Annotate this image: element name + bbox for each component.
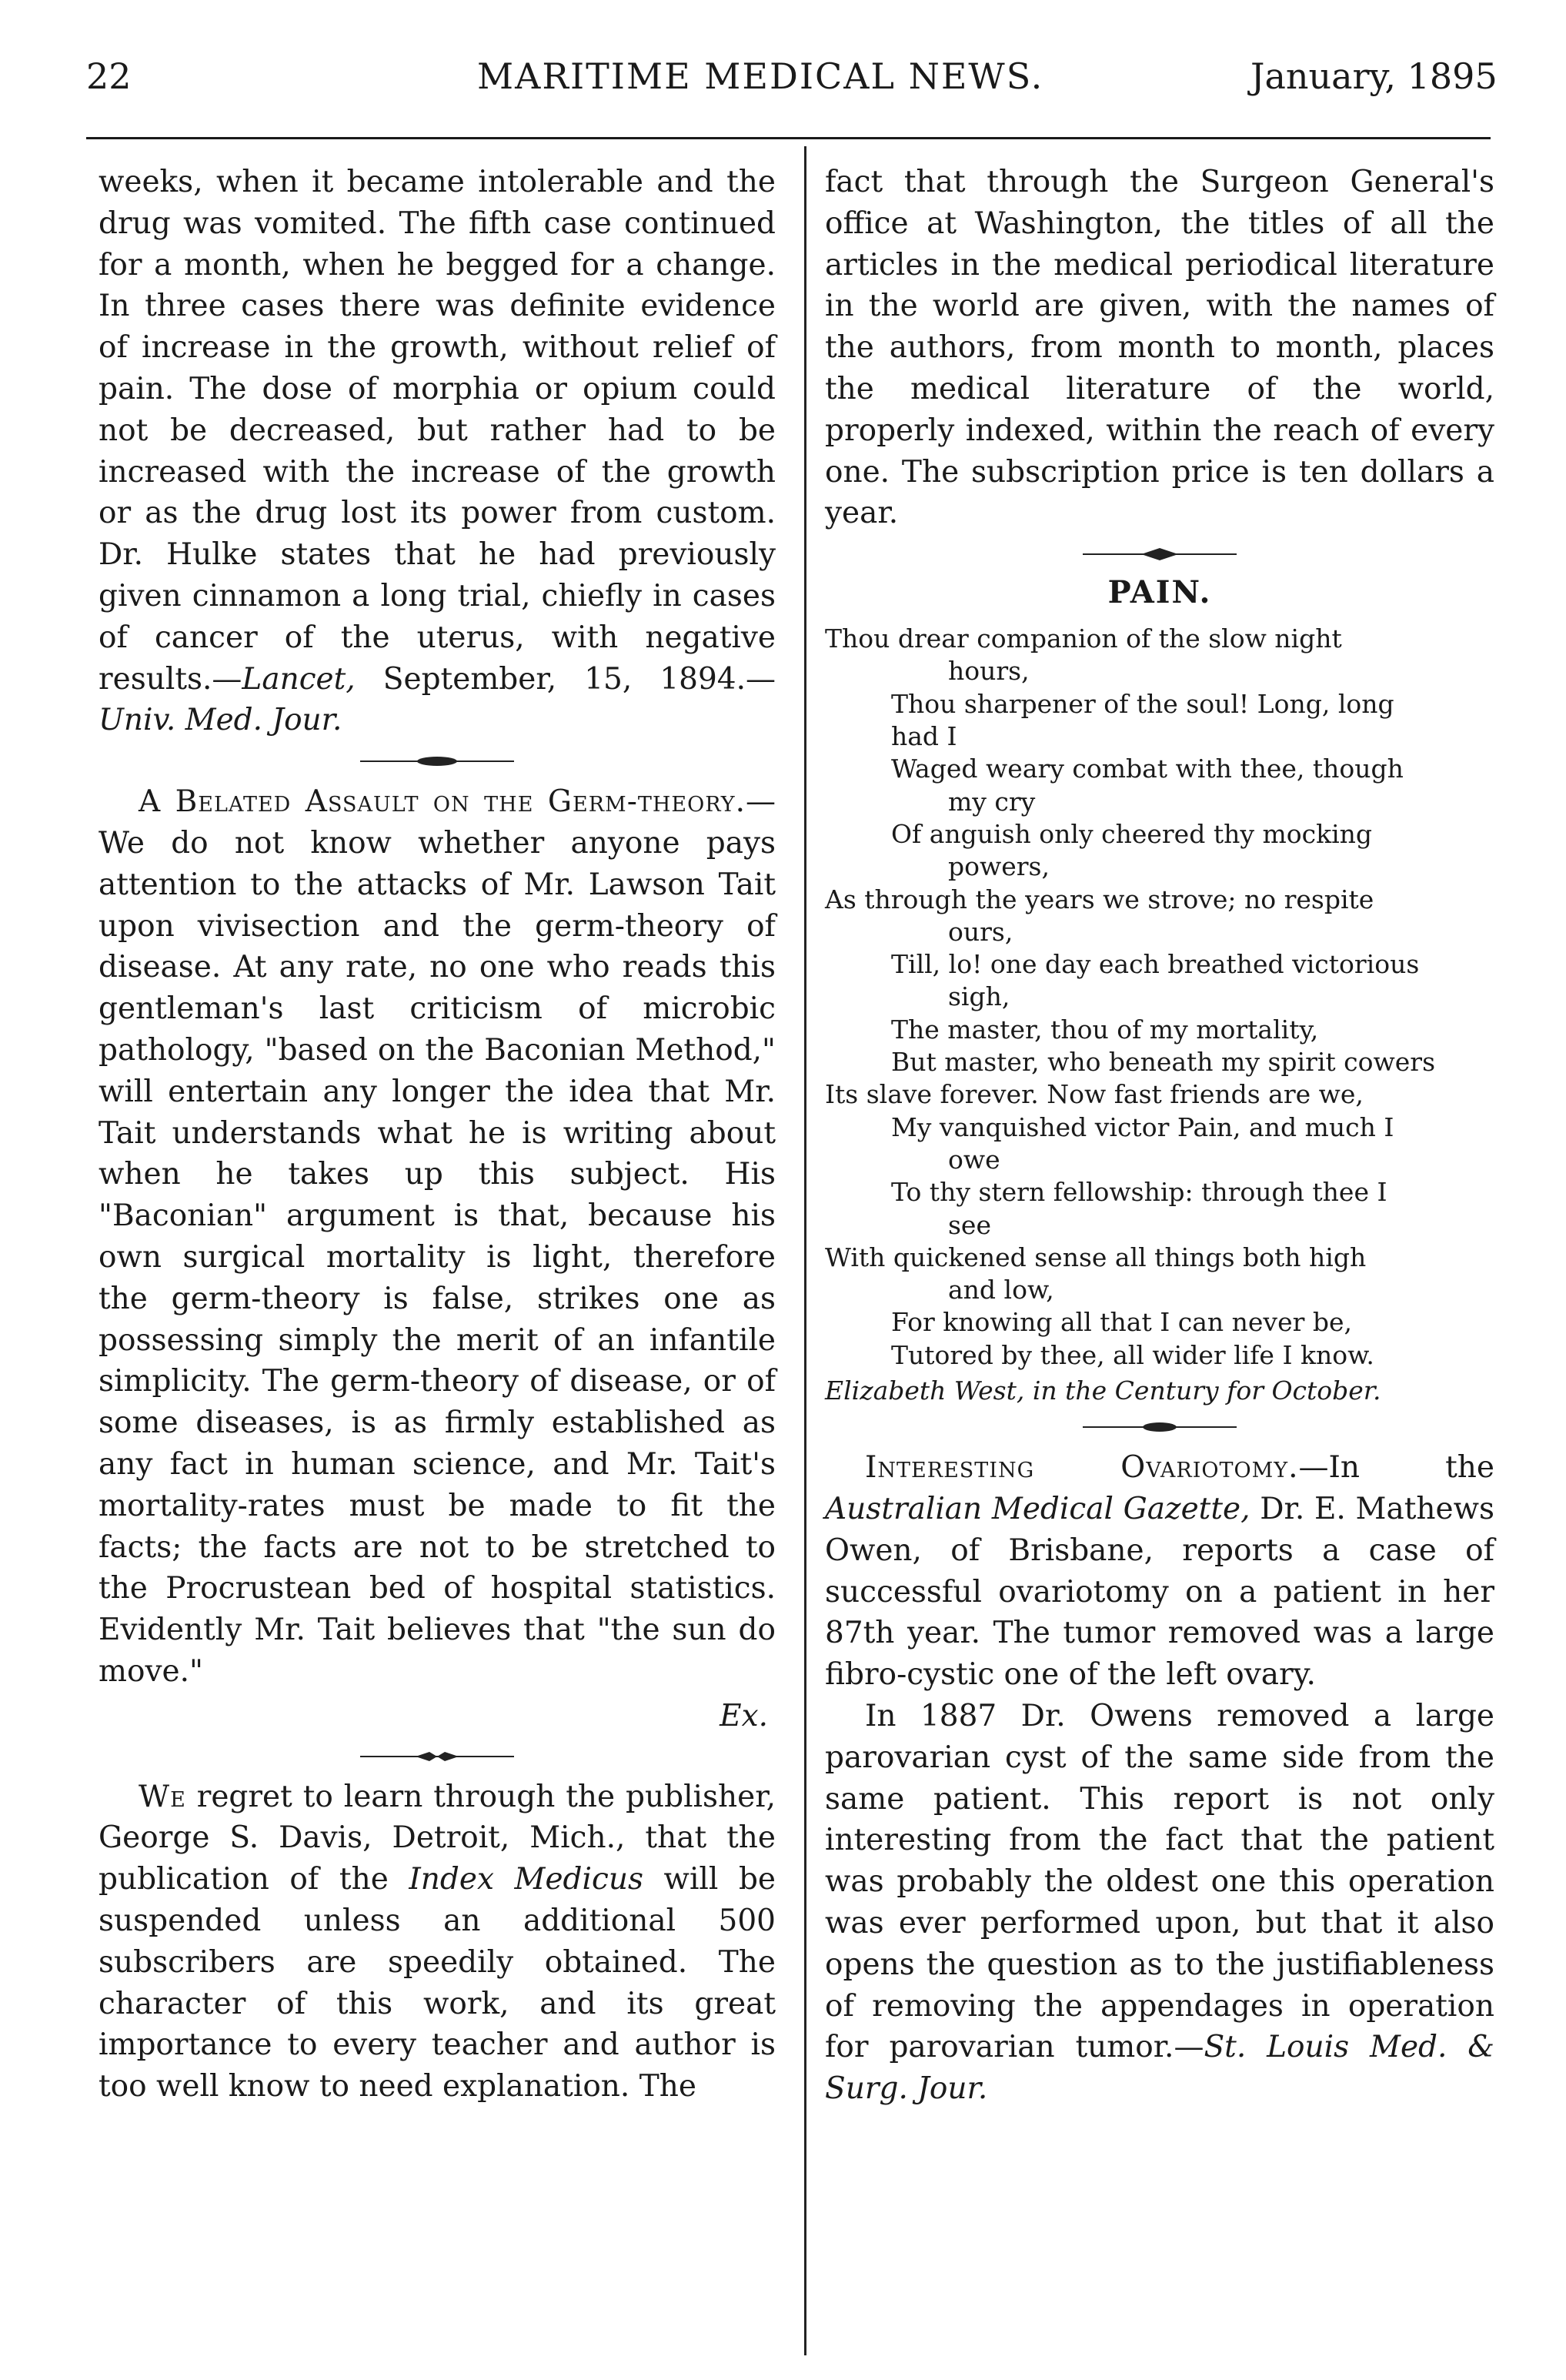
poem-line: Till, lo! one day each breathed victorious xyxy=(891,949,1420,980)
poem-line: ours, xyxy=(948,916,1013,947)
poem-line: Thou sharpener of the soul! Long, long xyxy=(891,688,1394,719)
poem-line: Tutored by thee, all wider life I know. xyxy=(891,1339,1374,1370)
poem-title: PAIN. xyxy=(1107,574,1212,611)
source-date: September, 15, 1894.— xyxy=(355,661,776,697)
paragraph-text: weeks, when it became intolerable and the drug was vomited. The fifth case continued for a month, when he begged for a change. In three cases there was definite evidence of increase in the growth, without relief of pain. The dose of morphia or opium could not be decreased, but rather had to be increased with the increase of the growth or as the drug lost its power from custom. Dr. Hulke states that he had previously given cinnamon a long trial, chiefly in cases of cancer of the uterus, with negative results. xyxy=(99,165,776,697)
issue-date: January, 1895 xyxy=(1250,55,1498,97)
poem-line: Waged weary combat with thee, though xyxy=(891,754,1404,784)
poem-line: For knowing all that I can never be, xyxy=(891,1307,1353,1338)
poem-line: With quickened sense all things both high xyxy=(825,1242,1367,1272)
poem-line: Thou drear companion of the slow night xyxy=(825,623,1342,654)
paragraph-text: —In the xyxy=(1298,1450,1494,1486)
poem-line: owe xyxy=(948,1144,1000,1175)
poem-line: powers, xyxy=(948,851,1050,882)
poem-line: hours, xyxy=(948,656,1030,687)
section-separator-ornament xyxy=(360,752,514,770)
poem-body xyxy=(825,623,1494,1407)
source-citation: St. Louis Med. & Surg. Jour. xyxy=(825,2030,1495,2107)
poem-line: The master, thou of my mortality, xyxy=(891,1014,1319,1045)
poem-line: had I xyxy=(891,721,957,752)
header-rule xyxy=(86,137,1491,139)
poem-line: Of anguish only cheered thy mocking xyxy=(891,818,1373,849)
poem-attribution: Elizabeth West, in the Century for October. xyxy=(825,1376,1381,1406)
article-heading: Interesting Ovariotomy. xyxy=(865,1450,1299,1486)
article-interesting-ovariotomy xyxy=(825,1447,1494,1696)
article-belated-assault xyxy=(99,781,776,1693)
page-header xyxy=(0,0,1566,135)
article-cinnamon-continuation: weeks, when it became intolerable and the drug was vomited. The fifth case continued for a month, when he begged for a change. In three cases there was definite evidence of increase in the growth, without relief of pain. The dose of morphia or opium could not be decreased, but rather had to be increased with the increase of the growth or as the drug lost its power from custom. Dr. Hulke states that he had previously given cinnamon a long trial, chiefly in cases of cancer of the uterus, with negative results.—Lancet, September, 15, 1894.—Univ. Med. Jour. xyxy=(99,165,776,738)
publication-title: Australian Medical Gazette, xyxy=(825,1492,1250,1527)
poem-line: see xyxy=(948,1209,991,1240)
poem-line: my cry xyxy=(948,786,1036,817)
section-separator-ornament xyxy=(360,1747,514,1766)
poem-line: Its slave forever. Now fast friends are we, xyxy=(825,1079,1364,1110)
poem-line: As through the years we strove; no respite xyxy=(825,884,1374,914)
page-number: 22 xyxy=(86,55,132,97)
poem-line: and low, xyxy=(948,1275,1054,1305)
article-ovariotomy-continued xyxy=(825,1696,1494,2110)
left-column xyxy=(99,162,776,2108)
poem-line: But master, who beneath my spirit cowers xyxy=(891,1047,1436,1078)
paragraph-text: —We do not know whether anyone pays attention to the attacks of Mr. Lawson Tait upon vivisection and the germ-theory of disease. At any rate, no one who reads this gentleman's last criticism of microbic pathology, "based on the Baconian Method," will entertain any longer the idea that Mr. Tait understands what he is writing about when he takes up this subject. His "Baconian" argument is that, because his own surgical mortality is light, therefore the germ-theory is false, strikes one as possessing simply the merit of an infantile simplicity. The germ-theory of disease, or of some diseases, is as firmly established as any fact in human science, and Mr. Tait's mortality-rates must be made to fit the facts; the facts are not to be stretched to the Procrustean bed of hospital statistics. Evidently Mr. Tait believes that "the sun do move." xyxy=(99,784,776,1689)
paragraph-text: In 1887 Dr. Owens removed a large parovarian cyst of the same side from the same patient. This report is not only interesting from the fact that the patient was probably the oldest one this operation was ever performed upon, but that it also opens the question as to the justifiableness of removing the appendages in operation for parovarian tumor.— xyxy=(825,1699,1494,2065)
poem-line: My vanquished victor Pain, and much I xyxy=(891,1111,1394,1142)
paragraph-lead-word: We xyxy=(139,1779,186,1814)
poem-line: To thy stern fellowship: through thee I xyxy=(891,1177,1387,1208)
paragraph-text: regret to learn through the publisher, George S. Davis, Detroit, Mich., that the publication of the xyxy=(99,1779,776,1897)
source-citation: Univ. Med. Jour. xyxy=(99,703,342,738)
source-citation: Lancet, xyxy=(242,661,356,697)
column-divider xyxy=(804,146,806,2355)
journal-title: MARITIME MEDICAL NEWS. xyxy=(477,55,1044,97)
article-index-medicus xyxy=(99,1777,776,2108)
paragraph-text: will be suspended unless an additional 500 subscribers are speedily obtained. The character of this work, and its great importance to every teacher and author is too well know to need explanation. The xyxy=(99,1862,776,2104)
article-heading: A Belated Assault on the Germ-theory. xyxy=(139,784,746,820)
poem-line: sigh, xyxy=(948,981,1010,1012)
paragraph-text: Dr. E. Mathews Owen, of Brisbane, reports a case of successful ovariotomy on a patient in her 87th year. The tumor removed was a large fibro-cystic one of the left ovary. xyxy=(825,1492,1494,1693)
publication-title: Index Medicus xyxy=(409,1862,643,1897)
right-column xyxy=(825,162,1494,2110)
article-index-medicus-continuation: fact that through the Surgeon General's office at Washington, the titles of all the articles in the medical periodical literature in the world are given, with the names of the authors, from month to month, places the medical literature of the world, properly indexed, within the reach of every one. The subscription price is ten dollars a year. xyxy=(825,165,1494,531)
section-separator-ornament xyxy=(1083,545,1237,563)
section-separator-ornament xyxy=(1083,1418,1237,1436)
source-citation: Ex. xyxy=(720,1698,768,1733)
